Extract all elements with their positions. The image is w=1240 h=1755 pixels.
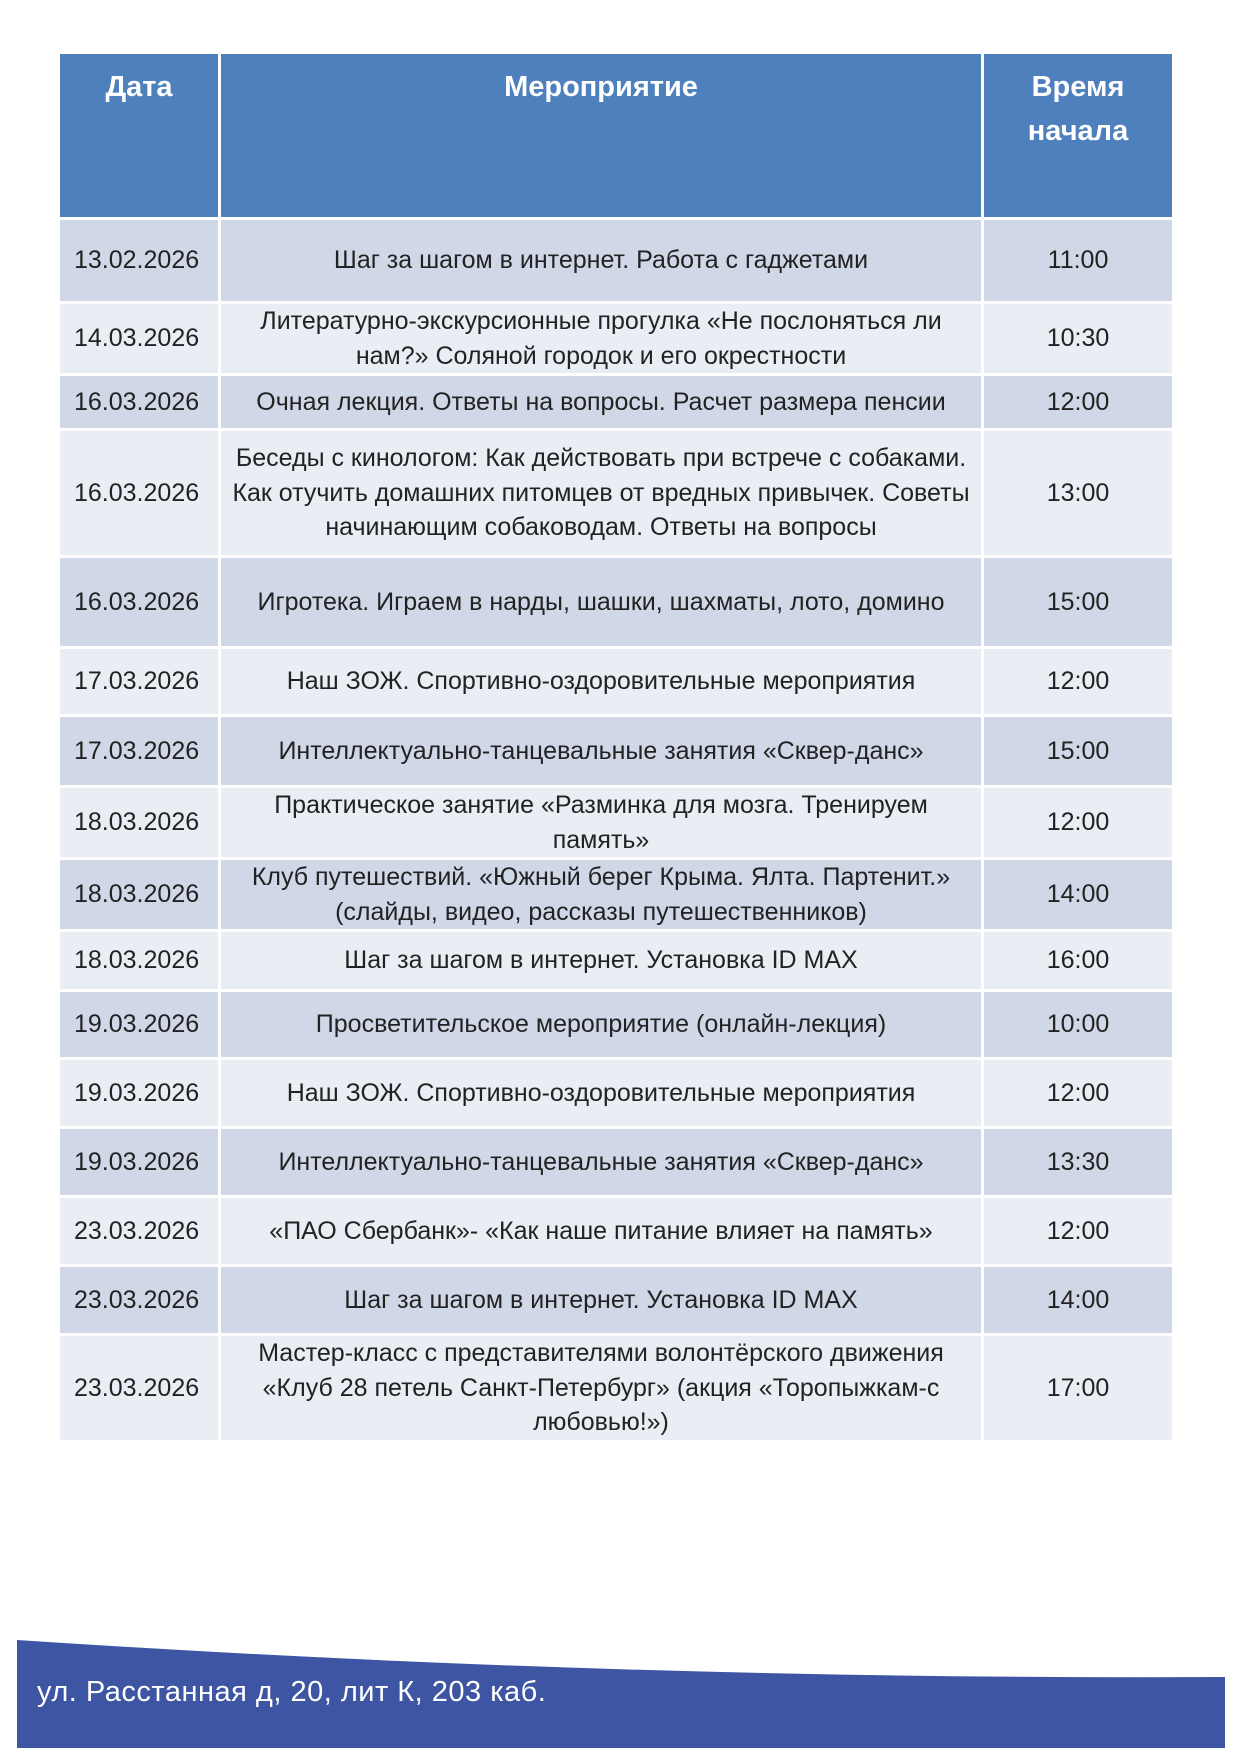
cell-event: Наш ЗОЖ. Спортивно-оздоровительные мероприятия bbox=[221, 649, 981, 714]
cell-time: 12:00 bbox=[984, 788, 1172, 857]
header-time-line1: Время bbox=[1031, 71, 1125, 103]
cell-time: 14:00 bbox=[984, 860, 1172, 929]
table-row bbox=[60, 860, 1172, 929]
cell-time: 12:00 bbox=[984, 1060, 1172, 1126]
cell-date: 13.02.2026 bbox=[60, 220, 218, 301]
table-row bbox=[60, 1060, 1172, 1126]
cell-event: Практическое занятие «Разминка для мозга. Тренируем память» bbox=[221, 788, 981, 857]
cell-event: Интеллектуально-танцевальные занятия «Сквер-данс» bbox=[221, 717, 981, 785]
cell-time: 10:30 bbox=[984, 304, 1172, 373]
cell-date: 23.03.2026 bbox=[60, 1198, 218, 1264]
cell-event: Просветительское мероприятие (онлайн-лекция) bbox=[221, 992, 981, 1057]
cell-date: 19.03.2026 bbox=[60, 992, 218, 1057]
table-row bbox=[60, 1198, 1172, 1264]
cell-time: 13:30 bbox=[984, 1129, 1172, 1195]
footer-address: ул. Расстанная д, 20, лит К, 203 каб. bbox=[37, 1676, 547, 1708]
cell-event: Беседы с кинологом: Как действовать при встрече с собаками. Как отучить домашних питомцев от вредных привычек. Советы начинающим собаководам. Ответы на вопросы bbox=[221, 431, 981, 555]
cell-event: Наш ЗОЖ. Спортивно-оздоровительные мероприятия bbox=[221, 1060, 981, 1126]
table-row bbox=[60, 932, 1172, 989]
cell-time: 12:00 bbox=[984, 1198, 1172, 1264]
cell-date: 19.03.2026 bbox=[60, 1129, 218, 1195]
table-row bbox=[60, 717, 1172, 785]
cell-date: 18.03.2026 bbox=[60, 860, 218, 929]
cell-event: «ПАО Сбербанк»- «Как наше питание влияет на память» bbox=[221, 1198, 981, 1264]
table-row bbox=[60, 376, 1172, 428]
cell-date: 17.03.2026 bbox=[60, 649, 218, 714]
table-row bbox=[60, 1336, 1172, 1440]
table-header-row bbox=[60, 54, 1172, 217]
cell-date: 23.03.2026 bbox=[60, 1336, 218, 1440]
table-row bbox=[60, 431, 1172, 555]
cell-date: 19.03.2026 bbox=[60, 1060, 218, 1126]
cell-time: 13:00 bbox=[984, 431, 1172, 555]
cell-date: 16.03.2026 bbox=[60, 558, 218, 646]
cell-event: Мастер-класс с представителями волонтёрского движения «Клуб 28 петель Санкт-Петербург» (акция «Торопыжкам-с любовью!») bbox=[221, 1336, 981, 1440]
schedule-table bbox=[57, 51, 1175, 1443]
table-row bbox=[60, 558, 1172, 646]
cell-time: 10:00 bbox=[984, 992, 1172, 1057]
cell-event: Интеллектуально-танцевальные занятия «Сквер-данс» bbox=[221, 1129, 981, 1195]
table-row bbox=[60, 649, 1172, 714]
cell-date: 16.03.2026 bbox=[60, 431, 218, 555]
table-row bbox=[60, 1267, 1172, 1333]
cell-date: 16.03.2026 bbox=[60, 376, 218, 428]
cell-event: Шаг за шагом в интернет. Установка ID MAX bbox=[221, 1267, 981, 1333]
cell-date: 18.03.2026 bbox=[60, 932, 218, 989]
cell-time: 16:00 bbox=[984, 932, 1172, 989]
cell-time: 14:00 bbox=[984, 1267, 1172, 1333]
cell-time: 15:00 bbox=[984, 558, 1172, 646]
cell-event: Клуб путешествий. «Южный берег Крыма. Ялта. Партенит.» (слайды, видео, рассказы путешественников) bbox=[221, 860, 981, 929]
cell-time: 15:00 bbox=[984, 717, 1172, 785]
cell-date: 14.03.2026 bbox=[60, 304, 218, 373]
header-time bbox=[984, 54, 1172, 217]
cell-event: Шаг за шагом в интернет. Работа с гаджетами bbox=[221, 220, 981, 301]
table-row bbox=[60, 1129, 1172, 1195]
cell-event: Шаг за шагом в интернет. Установка ID MAX bbox=[221, 932, 981, 989]
cell-time: 17:00 bbox=[984, 1336, 1172, 1440]
header-date: Дата bbox=[60, 54, 218, 217]
table-row bbox=[60, 788, 1172, 857]
cell-time: 12:00 bbox=[984, 376, 1172, 428]
table-row bbox=[60, 992, 1172, 1057]
table-row bbox=[60, 304, 1172, 373]
cell-date: 18.03.2026 bbox=[60, 788, 218, 857]
header-event: Мероприятие bbox=[221, 54, 981, 217]
cell-event: Очная лекция. Ответы на вопросы. Расчет размера пенсии bbox=[221, 376, 981, 428]
cell-date: 17.03.2026 bbox=[60, 717, 218, 785]
cell-event: Литературно-экскурсионные прогулка «Не послоняться ли нам?» Соляной городок и его окрестности bbox=[221, 304, 981, 373]
cell-time: 12:00 bbox=[984, 649, 1172, 714]
header-time-line2: начала bbox=[1027, 115, 1129, 147]
cell-date: 23.03.2026 bbox=[60, 1267, 218, 1333]
table-row bbox=[60, 220, 1172, 301]
cell-time: 11:00 bbox=[984, 220, 1172, 301]
cell-event: Игротека. Играем в нарды, шашки, шахматы, лото, домино bbox=[221, 558, 981, 646]
